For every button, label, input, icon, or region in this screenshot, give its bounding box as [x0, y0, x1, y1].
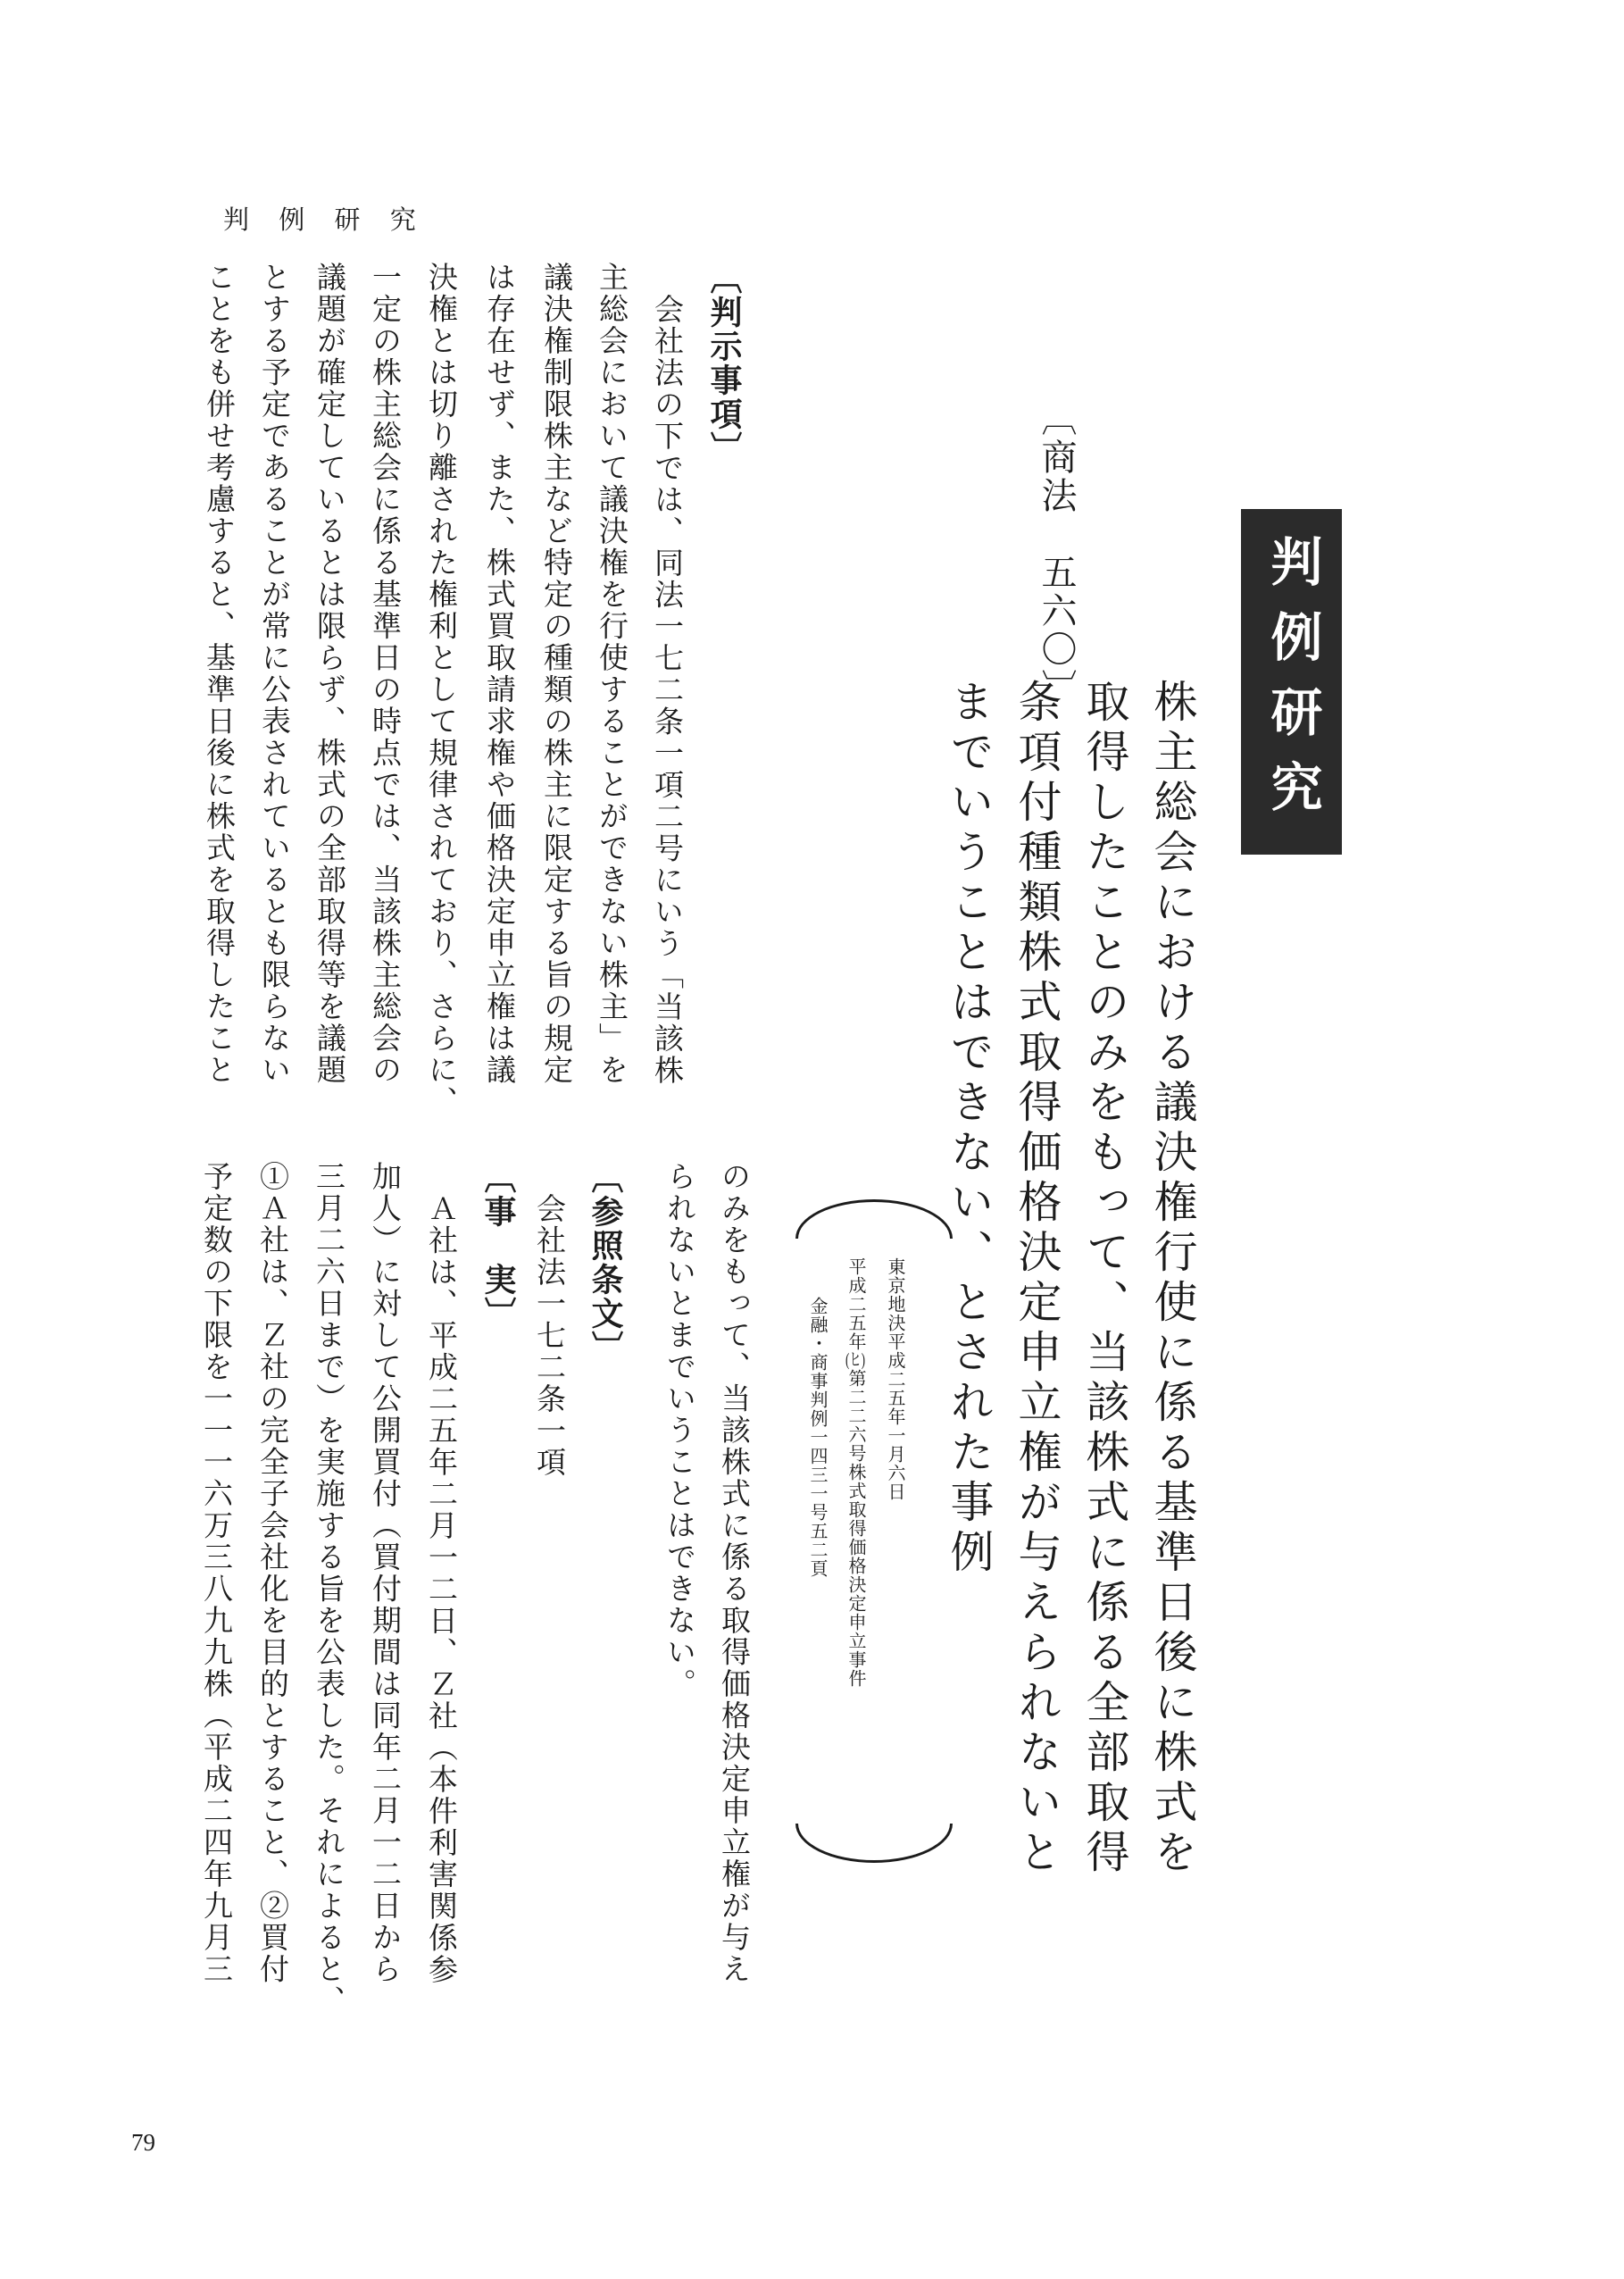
holding-header: 〔判示事項〕 — [706, 262, 743, 465]
title-line-3: 条項付種類株式取得価格決定申立権が与えられないと — [1012, 679, 1062, 1879]
citation-court-date: 東京地決平成二五年一月六日 — [885, 1257, 904, 1501]
title-line-1: 株主総会における議決権行使に係る基準日後に株式を — [1148, 679, 1197, 1879]
holding-line: のみをもって、当該株式に係る取得価格決定申立権が与え — [717, 1161, 749, 1985]
case-study-box — [1241, 509, 1342, 855]
facts-line: 三月二六日まで）を実施する旨を公表した。それによると、 — [312, 1161, 344, 2017]
holding-line: 議題が確定しているとは限らず、株式の全部取得等を議題 — [312, 262, 345, 1086]
citation-case-number — [843, 1257, 869, 1688]
holding-line: 会社法の下では、同法一七二条一項二号にいう「当該株 — [650, 294, 682, 1087]
title-line-4: までいうことはできない、とされた事例 — [945, 679, 994, 1579]
citation-case-mark: (ヒ) — [845, 1351, 865, 1369]
holding-line: は存在せず、また、株式買取請求権や価格決定申立権は議 — [482, 262, 514, 1086]
facts-line: Ａ社は、平成二五年二月一二日、Ｚ社（本件利害関係参 — [424, 1193, 456, 1986]
holding-line: 議決権制限株主など特定の種類の株主に限定する旨の規定 — [539, 262, 571, 1086]
holding-line: ことをも併せ考慮すると、基準日後に株式を取得したこと — [202, 262, 234, 1086]
citation-paren-bottom — [795, 1824, 953, 1863]
title-line-2: 取得したことのみをもって、当該株式に係る全部取得 — [1080, 679, 1129, 1879]
holding-line: 主総会において議決権を行使することができない株主」を — [595, 262, 627, 1086]
holding-line: られないとまでいうことはできない。 — [662, 1161, 695, 1700]
facts-line: 予定数の下限を一一一六万三八九九株（平成二四年九月三 — [199, 1161, 231, 1985]
statute-ref: 〔商法 五六〇〕 — [1037, 400, 1077, 707]
facts-header: 〔事 実〕 — [480, 1161, 517, 1331]
holding-line: 一定の株主総会に係る基準日の時点では、当該株主総会の — [368, 262, 400, 1086]
holding-line: とする予定であることが常に公表されているとも限らない — [257, 262, 289, 1086]
facts-line: 加人）に対して公開買付（買付期間は同年二月一二日から — [368, 1161, 400, 1985]
citation-reporter: 金融・商事判例一四三一号五二頁 — [807, 1297, 827, 1578]
case-study-box-label: 判例研究 — [1262, 534, 1321, 835]
running-header: 判 例 研 究 — [223, 206, 428, 235]
facts-line: ①Ａ社は、Ｚ社の完全子会社化を目的とすること、②買付 — [255, 1161, 287, 1985]
citation-case-number-prefix: 平成二五年 — [845, 1257, 865, 1351]
holding-line: 決権とは切り離された権利として規律されており、さらに、 — [424, 262, 456, 1118]
provisions-body: 会社法一七二条一項 — [532, 1193, 564, 1479]
provisions-header: 〔参照条文〕 — [587, 1161, 624, 1365]
citation-case-number-suffix: 第二二六号株式取得価格決定申立事件 — [845, 1369, 865, 1688]
page-number: 79 — [131, 2129, 155, 2156]
citation-paren-top — [795, 1199, 953, 1239]
